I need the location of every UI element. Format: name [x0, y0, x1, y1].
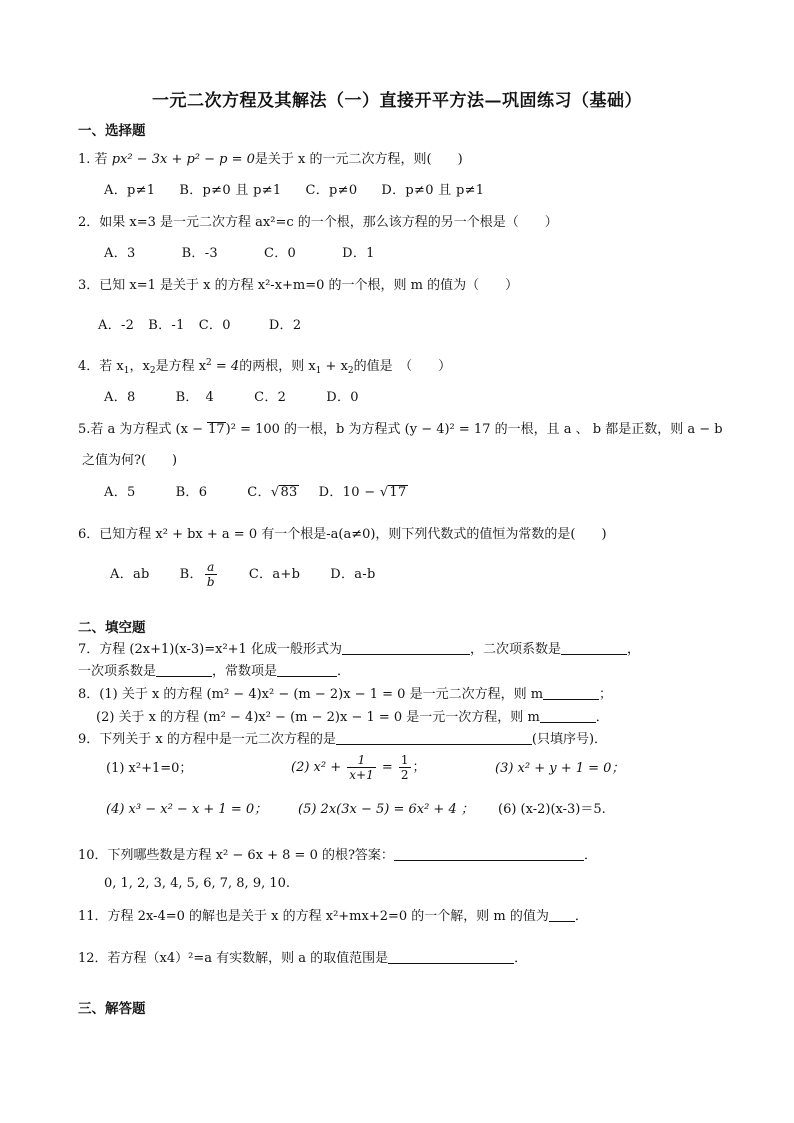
q2-option-a: A．3: [104, 246, 136, 261]
q8-line1-end: ；: [599, 687, 613, 702]
question-6: 6．已知方程 x² + bx + a = 0 有一个根是-a(a≠0)，则下列代数式的值恒为常数的是( ): [78, 527, 607, 542]
q9-blank[interactable]: [336, 730, 532, 745]
q4-mid1: ，x: [129, 359, 150, 374]
q6-option-a: A．ab: [110, 567, 150, 582]
question-11: [78, 907, 588, 926]
q9-item-1: (1) x²+1=0；: [106, 761, 193, 776]
q5-option-d: D．10 −: [318, 485, 380, 500]
q10-stem: 10．下列哪些数是方程 x² − 6x + 8 = 0 的根?答案：: [78, 848, 394, 863]
question-1: [78, 151, 463, 169]
q11-blank[interactable]: [549, 907, 575, 922]
q12-blank[interactable]: [388, 949, 514, 964]
q6-options: [110, 560, 376, 589]
q6-option-b: B．: [179, 567, 203, 582]
q7-blank-linear-coef[interactable]: [156, 662, 212, 677]
question-3: 3．已知 x=1 是关于 x 的方程 x²-x+m=0 的一个根，则 m 的值为（ ）: [78, 278, 519, 293]
q10-numbers: 0, 1, 2, 3, 4, 5, 6, 7, 8, 9, 10.: [104, 876, 291, 891]
q7-line1c: ，: [626, 642, 640, 657]
q9-item2-frac1-num: 1: [347, 753, 375, 768]
q4-option-c: C．2: [254, 390, 287, 405]
question-7: [78, 640, 640, 659]
q4-option-d: D．0: [326, 390, 359, 405]
q10-blank[interactable]: [394, 846, 584, 861]
question-4: 4．若 $x_1$，$x_2$是方程 $x^2 = 4$的两根，则 $x_1 + x_2$的值是 （ ）: [78, 358, 452, 376]
q2-options: [104, 245, 375, 263]
q9-item2-b: =: [377, 760, 397, 775]
q5-options: A．5 B．6 C．√83 D．10 − √17: [104, 485, 407, 500]
q6-frac-den: b: [206, 575, 215, 589]
q7-line1b: ，二次项系数是: [469, 642, 561, 657]
q7-line2b: ，常数项是: [212, 664, 278, 679]
page-title: 一元二次方程及其解法（一）直接开平方法—巩固练习（基础）: [152, 91, 642, 111]
q9-item-6: (6) (x-2)(x-3)＝5.: [498, 802, 606, 817]
q7-line1a: 7．方程 (2x+1)(x-3)=x²+1 化成一般形式为: [78, 642, 342, 657]
q9-item2-c: ；: [412, 760, 426, 775]
q4-option-a: A．8: [104, 390, 136, 405]
q5-option-c: C．: [247, 485, 271, 500]
q9-item2-frac2-den: 2: [400, 768, 409, 782]
question-2: 2．如果 x=3 是一元二次方程 ax²=c 的一个根，那么该方程的另一个根是（ ）: [78, 215, 558, 230]
q6-frac-num: a: [205, 560, 217, 575]
q5-option-c-sqrt: 83: [280, 485, 298, 500]
q7-blank-quadratic-coef[interactable]: [561, 640, 627, 655]
q8-blank-2[interactable]: [540, 708, 596, 723]
q3-options: [98, 317, 301, 335]
q11-end: ．: [574, 909, 588, 924]
question-8-part2: [96, 708, 609, 727]
q2-option-b: B．-3: [181, 246, 218, 261]
q5-option-b: B．6: [175, 485, 208, 500]
question-10: [78, 846, 597, 865]
q4-plus: + x: [321, 359, 348, 374]
section-heading-fill: 二、填空题: [78, 620, 146, 636]
section-heading-solve: 三、解答题: [78, 1001, 146, 1017]
q5-option-a: A．5: [104, 485, 136, 500]
q1-equation: px² − 3x + p² − p = 0: [111, 152, 255, 167]
q9-item-5: (5) 2x(3x − 5) = 6x² + 4 ；: [298, 802, 474, 817]
q6-option-c: C．a+b: [248, 567, 301, 582]
q9-item-3: (3) x² + y + 1 = 0；: [495, 761, 625, 776]
q3-option-d: D．2: [268, 318, 302, 333]
q8-blank-1[interactable]: [543, 685, 599, 700]
q9-stem: 9．下列关于 x 的方程中是一元二次方程的是: [78, 732, 336, 747]
q5-line2: 之值为何?( ): [82, 453, 178, 468]
question-7-line2: [78, 662, 350, 681]
q3-option-a: A．-2: [98, 318, 135, 333]
q5-line1c: )² = 100 的一根，b 为方程式 (y − 4)² = 17 的一根，且 a 、 b 都是正数，则 a − b: [225, 422, 723, 437]
question-5: [78, 421, 723, 439]
q4-post: 的两根，则 x: [239, 359, 316, 374]
q10-end: ．: [583, 848, 597, 863]
q9-item2-frac2-num: 1: [400, 753, 409, 767]
q3-option-c: C．0: [198, 318, 231, 333]
q2-option-c: C．0: [263, 246, 297, 261]
q5-sqrt17: 17: [208, 422, 225, 437]
q1-pre: 若: [94, 152, 112, 167]
q1-option-c: C．p≠0: [305, 183, 358, 198]
q7-line2c: ．: [337, 664, 351, 679]
q6-option-b-fraction: [205, 560, 217, 589]
q8-line1: 8．(1) 关于 x 的方程 (m² − 4)x² − (m − 2)x − 1 = 0 是一元二次方程，则 m: [78, 687, 544, 702]
q1-option-d: D．p≠0 且 p≠1: [381, 183, 485, 198]
q1-number: 1.: [78, 152, 91, 167]
q9-stem-end: (只填序号)．: [531, 732, 608, 747]
q9-item2-frac1-den: x+1: [349, 768, 374, 782]
q5-option-d-sqrt: 17: [389, 485, 407, 500]
q4-eq: = 4: [211, 359, 240, 374]
q7-blank-general-form[interactable]: [342, 640, 470, 655]
q9-item2-frac1: [347, 753, 375, 782]
q9-item2-a: (2) x² +: [291, 760, 346, 775]
q8-line2: (2) 关于 x 的方程 (m² − 4)x² − (m − 2)x − 1 = 0 是一元一次方程，则 m: [96, 710, 540, 725]
q6-option-d: D．a-b: [330, 567, 376, 582]
question-9: [78, 730, 607, 749]
q4-mid2: 是方程 x: [155, 359, 207, 374]
q12-stem: 12．若方程（x4）²=a 有实数解，则 a 的取值范围是: [78, 951, 389, 966]
q9-item2-frac2: [399, 753, 411, 782]
q1-option-a: A．p≠1: [104, 183, 156, 198]
q9-item-2: [291, 752, 426, 784]
q3-option-b: B．-1: [148, 318, 185, 333]
q12-end: ．: [514, 951, 528, 966]
q2-option-d: D．1: [342, 246, 375, 261]
question-12: [78, 949, 527, 968]
q7-blank-constant[interactable]: [277, 662, 337, 677]
q1-options: [104, 182, 484, 200]
q5-line1a: 5.若 a 为方程式 (x −: [78, 422, 208, 437]
q4-options: [104, 389, 359, 407]
section-heading-choice: 一、选择题: [78, 123, 146, 139]
q7-line2a: 一次项系数是: [78, 664, 157, 679]
q4-pre: 4．若 x: [78, 359, 124, 374]
question-8-part1: [78, 685, 612, 704]
q4-tail: 的值是 （ ）: [353, 359, 452, 374]
q11-stem: 11．方程 2x-4=0 的解也是关于 x 的方程 x²+mx+2=0 的一个解，则 m 的值为: [78, 909, 549, 924]
q4-option-b: B． 4: [175, 390, 215, 405]
q1-post: 是关于 x 的一元二次方程，则( ): [254, 152, 463, 167]
q9-item-4: (4) x³ − x² − x + 1 = 0；: [106, 802, 268, 817]
q1-option-b: B．p≠0 且 p≠1: [179, 183, 282, 198]
q8-line2-end: ．: [595, 710, 609, 725]
